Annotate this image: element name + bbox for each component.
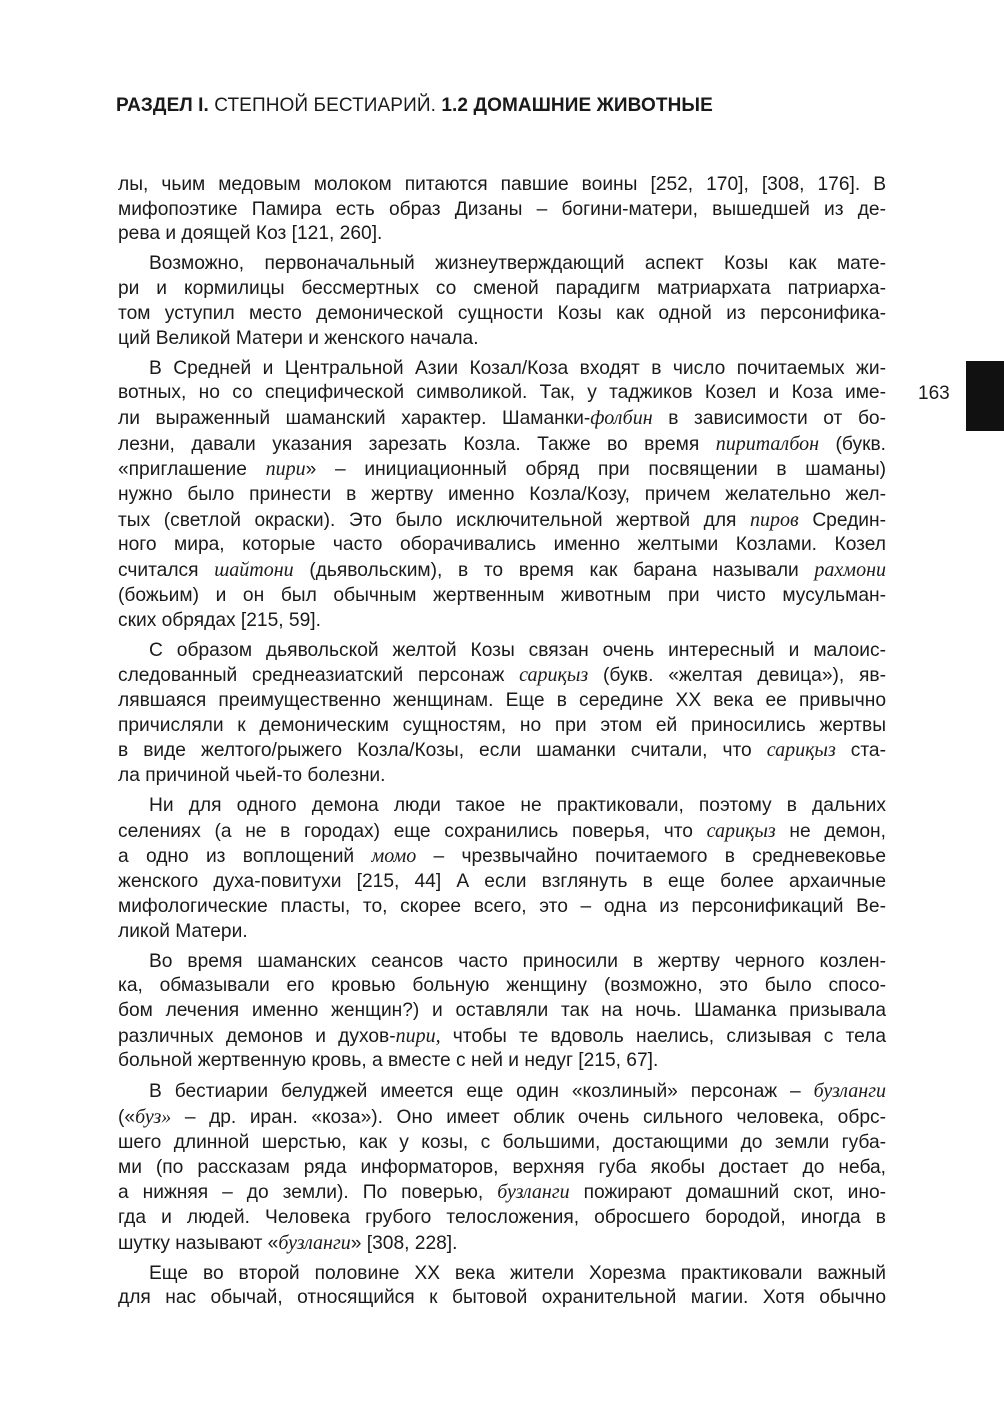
text-run: шего длинной шерстью, как у козы, с большими, достающими до земли губа- — [118, 1131, 886, 1153]
italic-term: буз» — [135, 1106, 172, 1129]
italic-term: рахмони — [814, 559, 886, 582]
text-run: (божьим) и он был обычным жертвенным животным при чисто мусульман- — [118, 584, 886, 606]
text-run: (букв. «желтая девица»), яв- — [588, 665, 887, 687]
text-line — [118, 950, 886, 975]
text-run: – чрезвычайно почитаемого в средневековье — [416, 846, 886, 868]
text-run: лявшаяся преимущественно женщинам. Еще в середине ХХ века ее привычно — [118, 689, 886, 711]
text-line — [118, 1049, 886, 1074]
text-run: вотных, но со специфической символикой. Так, у таджиков Козел и Коза име- — [118, 382, 886, 404]
italic-term: сариқыз — [766, 739, 836, 762]
text-run: том уступил место демонической сущности Козы как одной из персонифика- — [118, 302, 886, 324]
text-line — [118, 974, 886, 999]
text-line — [118, 663, 886, 689]
part-label: СТЕПНОЙ БЕСТИАРИЙ. — [208, 95, 442, 116]
text-run: больной жертвенную кровь, а вместе с ней и недуг [215, 67]. — [118, 1050, 659, 1072]
text-line — [118, 1105, 886, 1131]
text-line — [118, 639, 886, 664]
text-run: ка, обмазывали его кровью больную женщину (возможно, это было спосо- — [118, 975, 886, 997]
paragraph — [118, 252, 886, 351]
text-line — [118, 198, 886, 223]
italic-term: бузланги — [813, 1080, 886, 1103]
text-line — [118, 252, 886, 277]
italic-term: бузланги — [497, 1181, 570, 1204]
text-run: Возможно, первоначальный жизнеутверждающий аспект Козы как мате- — [149, 253, 886, 275]
chapter-label: 1.2 ДОМАШНИЕ ЖИВОТНЫЕ — [441, 95, 713, 116]
text-line — [118, 1206, 886, 1231]
text-run: (дьявольским), в то время как барана называли — [293, 560, 815, 582]
text-run: считался — [118, 560, 215, 582]
text-line — [118, 381, 886, 406]
text-run: лы, чьим медовым молоком питаются павшие воины [252, 170], [308, 176]. В — [118, 174, 886, 195]
text-line — [118, 714, 886, 739]
text-line — [118, 1156, 886, 1181]
text-line — [118, 794, 886, 819]
text-line — [118, 1024, 886, 1050]
italic-term: пири — [265, 458, 306, 481]
italic-term: сариқыз — [706, 819, 776, 842]
text-line — [118, 584, 886, 609]
text-line — [118, 1131, 886, 1156]
text-run: ций Великой Матери и женского начала. — [118, 327, 479, 349]
text-run: рева и доящей Коз [121, 260]. — [118, 223, 383, 245]
text-line — [118, 1262, 886, 1287]
text-run: мифопоэтике Памира есть образ Дизаны – богини-матери, вышедшей из де- — [118, 198, 886, 220]
text-run: в зависимости от бо- — [652, 407, 886, 429]
text-run: женского духа-повитухи [215, 44] А если взглянуть в еще более архаичные — [118, 871, 886, 893]
text-line — [118, 1231, 886, 1257]
text-run: для нас обычай, относящийся к бытовой охранительной магии. Хотя обычно — [118, 1287, 886, 1309]
text-run: В бестиарии белуджей имеется еще один «козлиный» персонаж – — [149, 1081, 814, 1103]
paragraph — [118, 357, 886, 634]
text-run: ри и кормилицы бессмертных со сменой парадигм матриархата патриарха- — [118, 278, 886, 300]
text-line — [118, 173, 886, 198]
text-line — [118, 895, 886, 920]
text-run: а одно из воплощений — [118, 846, 372, 868]
paragraph — [118, 639, 886, 789]
text-run: ного мира, которые часто оборачивались именно желтыми Козлами. Козел — [118, 534, 886, 556]
text-run: С образом дьявольской желтой Козы связан очень интересный и малоис- — [149, 639, 886, 661]
text-run: » [308, 228]. — [350, 1232, 458, 1254]
text-run: пожирают домашний скот, ино- — [569, 1182, 887, 1204]
text-run: гда и людей. Человека грубого телосложения, обросшего бородой, иногда в — [118, 1206, 886, 1228]
text-run: различных демонов и духов- — [118, 1025, 396, 1047]
text-line — [118, 406, 886, 432]
text-run: (букв. — [819, 433, 886, 455]
text-run: тых (светлой окраски). Это было исключительной жертвой для — [118, 509, 751, 531]
page-number: 163 — [918, 383, 950, 404]
text-run: селениях (а не в городах) еще сохранились поверья, что — [118, 820, 707, 842]
text-run: нужно было принести в жертву именно Козла/Козу, причем желательно жел- — [118, 484, 886, 506]
text-line — [118, 277, 886, 302]
text-line — [118, 1286, 886, 1311]
text-line — [118, 1180, 886, 1206]
text-line — [118, 327, 886, 352]
text-run: ликой Матери. — [118, 920, 248, 942]
text-line — [118, 1079, 886, 1105]
text-line — [118, 558, 886, 584]
paragraph — [118, 1079, 886, 1256]
text-run: Еще во второй половине ХХ века жители Хорезма практиковали важный — [149, 1262, 886, 1284]
text-line — [118, 870, 886, 895]
text-line — [118, 999, 886, 1024]
text-line — [118, 764, 886, 789]
text-line — [118, 222, 886, 247]
italic-term: сариқыз — [519, 664, 589, 687]
text-run: Средин- — [798, 509, 886, 531]
text-line — [118, 689, 886, 714]
paragraph — [118, 794, 886, 944]
paragraph — [118, 1262, 886, 1311]
text-line — [118, 457, 886, 483]
text-line — [118, 432, 886, 458]
body-text — [118, 173, 886, 1316]
text-line — [118, 738, 886, 764]
text-run: Во время шаманских сеансов часто приносили в жертву черного козлен- — [149, 950, 886, 972]
italic-term: пиров — [750, 508, 799, 531]
text-run: шутку называют « — [118, 1232, 279, 1254]
text-line — [118, 483, 886, 508]
text-line — [118, 844, 886, 870]
text-line — [118, 508, 886, 534]
text-run: ста- — [835, 740, 886, 762]
italic-term: фолбин — [590, 406, 653, 429]
text-run: в виде желтого/рыжего Козла/Козы, если шаманки считали, что — [118, 740, 767, 762]
italic-term: пириталбон — [715, 432, 820, 455]
italic-term: бузланги — [278, 1231, 351, 1254]
text-run: » – инициационный обряд при посвящении в шаманы) — [305, 459, 886, 481]
paragraph — [118, 173, 886, 247]
italic-term: шайтони — [214, 559, 294, 582]
text-line — [118, 819, 886, 845]
text-run: «приглашение — [118, 459, 266, 481]
text-run: следованный среднеазиатский персонаж — [118, 665, 520, 687]
text-run: Ни для одного демона люди такое не практиковали, поэтому в дальних — [149, 795, 886, 817]
thumb-index-tab — [966, 361, 1004, 431]
text-run: бом лечения именно женщин?) и оставляли так на ночь. Шаманка призывала — [118, 999, 886, 1021]
text-run: ми (по рассказам ряда информаторов, верхняя губа якобы достает до неба, — [118, 1156, 886, 1178]
text-run: чтобы те вдоволь наелись, слизывая с тела — [440, 1025, 886, 1047]
text-run: причисляли к демоническим сущностям, но при этом ей приносились жертвы — [118, 714, 886, 736]
italic-term: момо — [371, 845, 417, 868]
section-label: РАЗДЕЛ I. — [116, 95, 209, 116]
text-run: лезни, давали указания зарезать Козла. Также во время — [118, 433, 716, 455]
text-line — [118, 609, 886, 634]
text-line — [118, 920, 886, 945]
text-line — [118, 357, 886, 382]
text-line — [118, 533, 886, 558]
text-run: – др. иран. «коза»). Оно имеет облик очень сильного человека, обрс- — [171, 1107, 886, 1129]
paragraph — [118, 950, 886, 1075]
text-run: а нижняя – до земли). По поверью, — [118, 1182, 498, 1204]
text-run: ла причиной чьей-то болезни. — [118, 765, 386, 787]
text-run: ских обрядах [215, 59]. — [118, 609, 321, 631]
text-line — [118, 302, 886, 327]
text-run: мифологические пласты, то, скорее всего, это – одна из персонификаций Ве- — [118, 895, 886, 917]
text-run: не демон, — [775, 820, 886, 842]
text-run: (« — [118, 1107, 136, 1129]
running-head — [116, 95, 713, 117]
text-run: В Средней и Центральной Азии Козал/Коза входят в число почитаемых жи- — [149, 357, 886, 379]
italic-term: пири, — [395, 1024, 441, 1047]
text-run: ли выраженный шаманский характер. Шаманки- — [118, 407, 591, 429]
